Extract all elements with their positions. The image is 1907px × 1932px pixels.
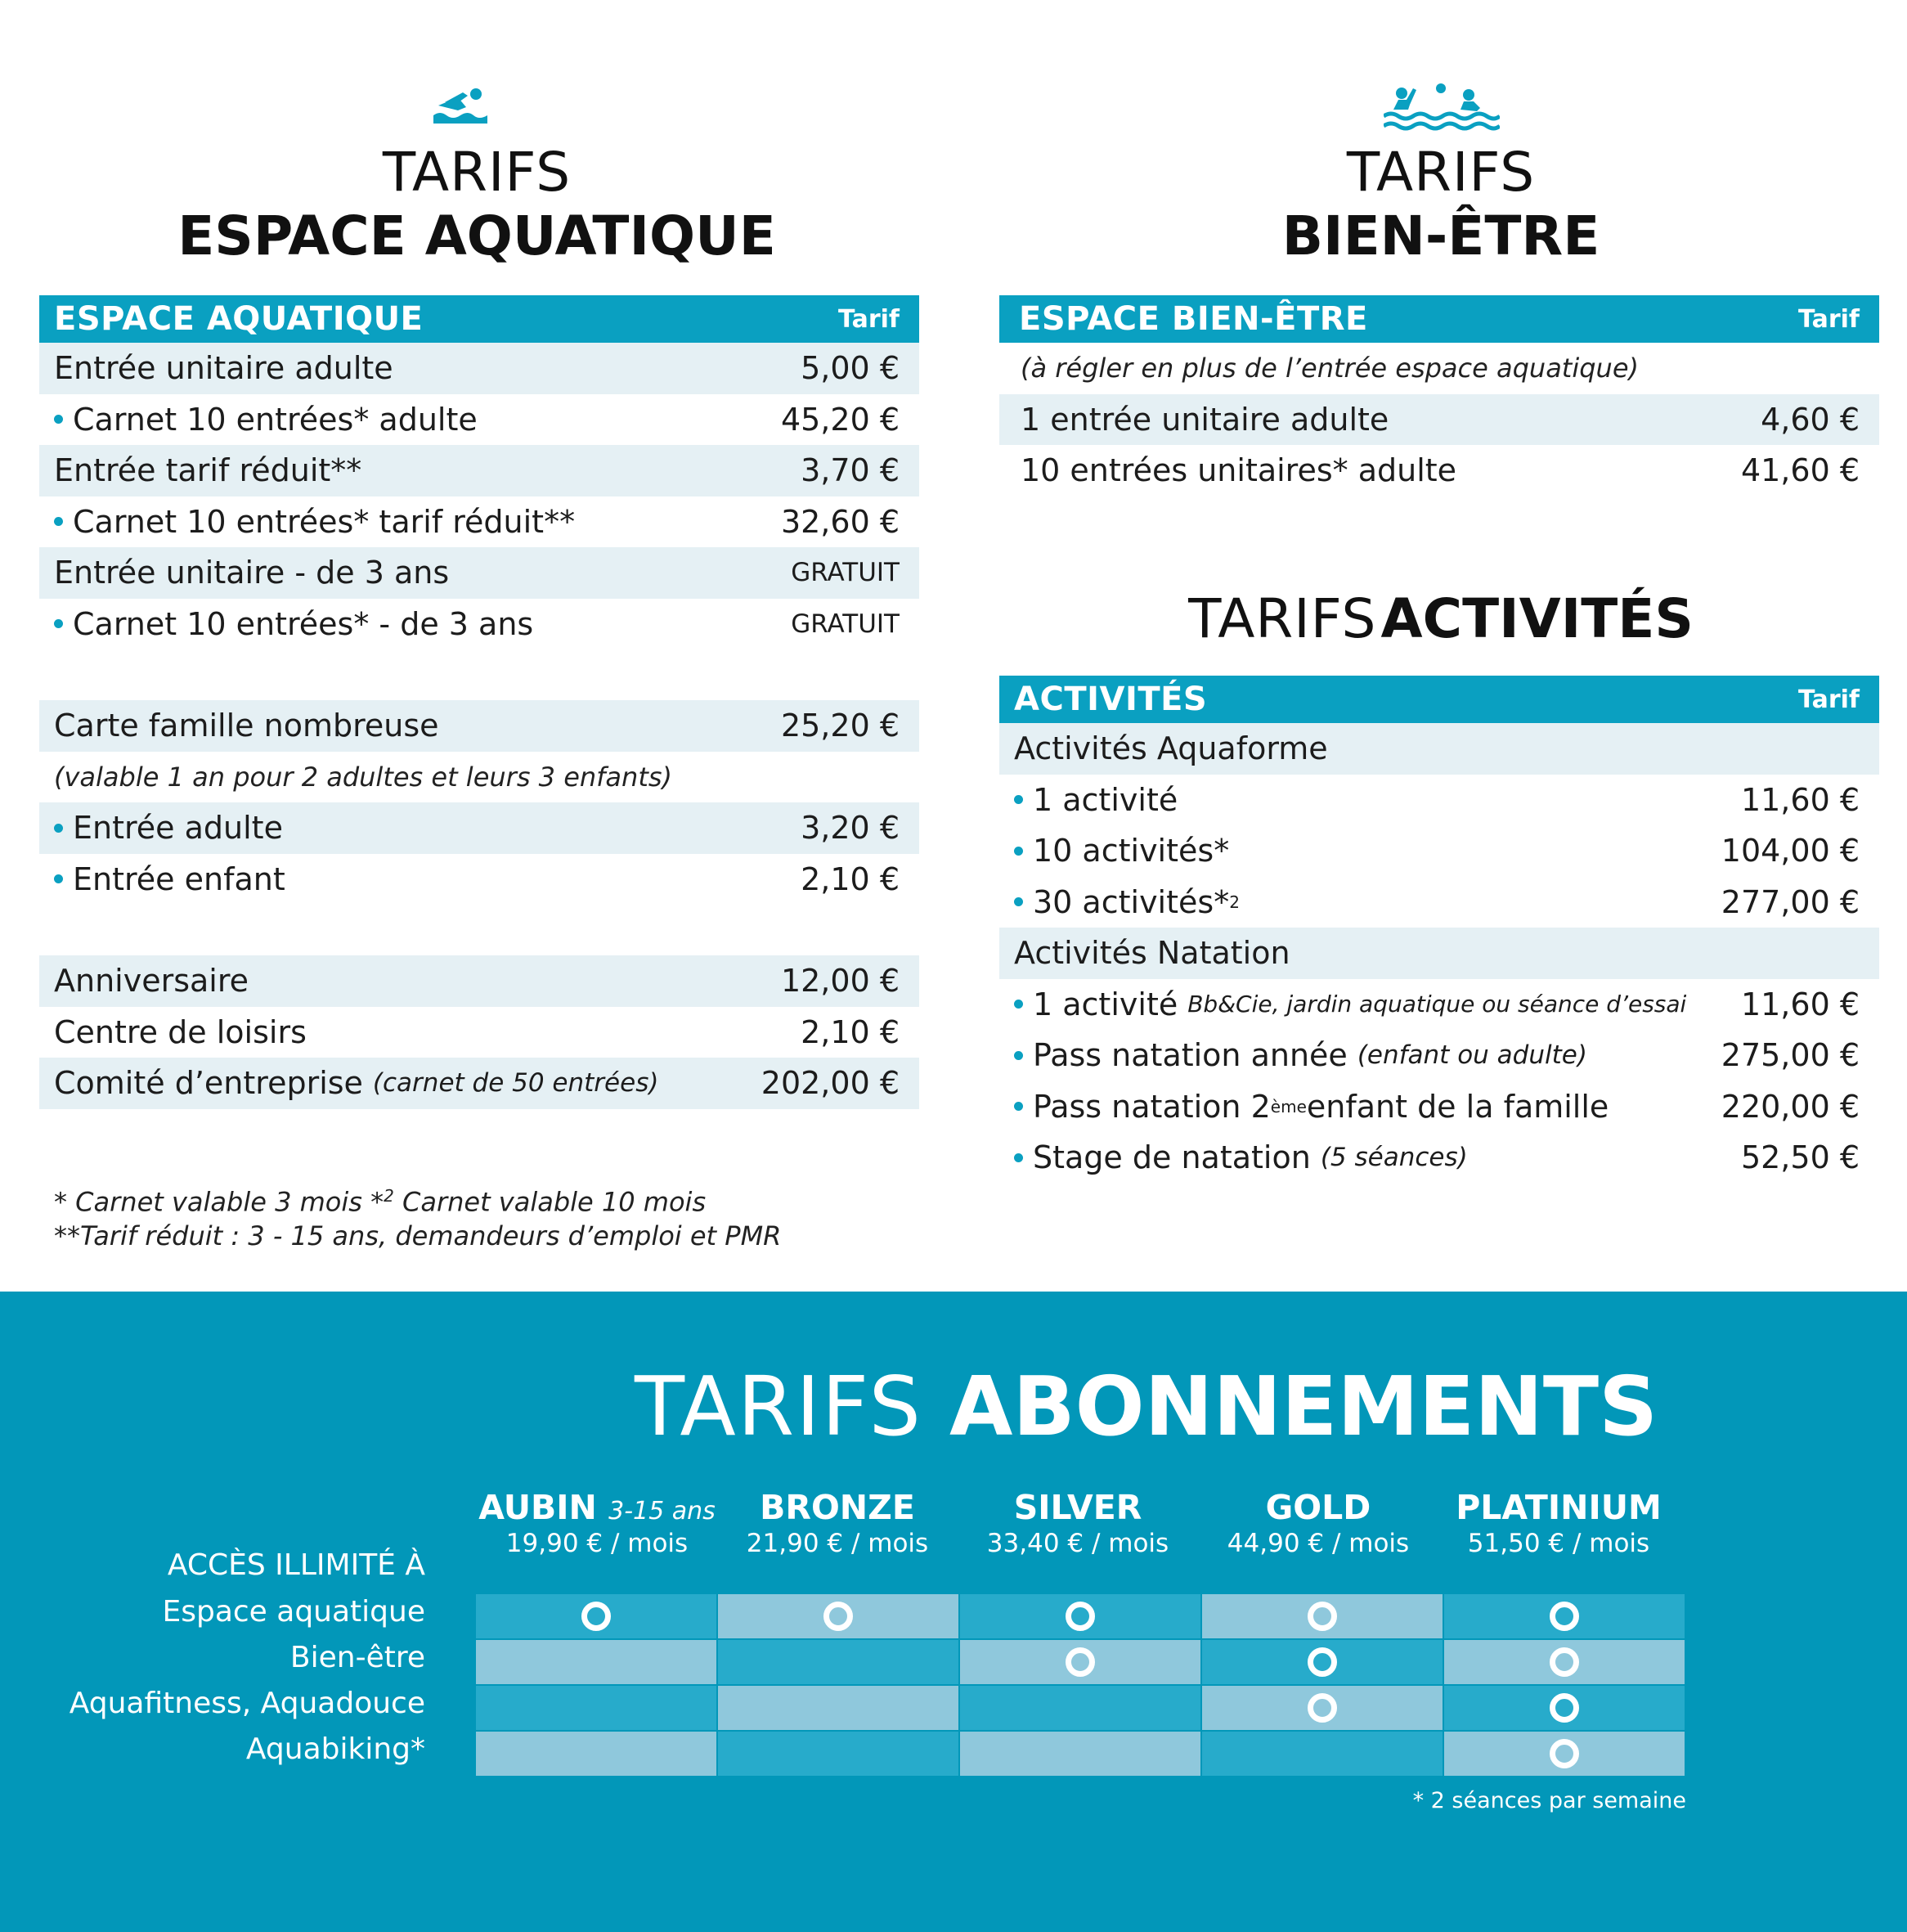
plan-header-gold [1200,1488,1437,1558]
access-cell [960,1594,1200,1638]
row-label: Entrée unitaire adulte [54,350,393,387]
access-cell [1202,1732,1443,1776]
plan-price: 51,50 € / mois [1467,1529,1650,1558]
bullet-icon [54,824,63,833]
row-sublabel: Bb&Cie, jardin aquatique ou séance d’essai [1187,991,1687,1018]
table-row [39,752,919,803]
plan-age: 3-15 ans [608,1497,716,1525]
row-price: 104,00 € [1721,833,1860,869]
aquatique-tarif-label: Tarif [838,304,900,334]
feature-label: Espace aquatique [162,1595,425,1629]
plan-name: PLATINIUM [1456,1488,1662,1527]
plan-header-platinium [1440,1488,1677,1558]
bienetre-title-light: TARIFS [1346,141,1536,204]
row-price: 25,20 € [780,708,900,744]
plan-header-silver [959,1488,1196,1558]
access-cell [476,1732,716,1776]
table-row [39,343,919,394]
row-label: Comité d’entreprise [54,1065,363,1102]
access-title: ACCÈS ILLIMITÉ À [167,1548,425,1582]
row-label: Entrée adulte [73,810,283,847]
access-cell [718,1594,958,1638]
activites-title-bold: ACTIVITÉS [1380,587,1694,650]
aquatique-table [39,295,919,1109]
included-circle-icon [581,1602,611,1631]
bullet-icon [1014,1000,1023,1009]
access-cell [1202,1594,1443,1638]
feature-label: Aquabiking* [245,1732,425,1766]
included-circle-icon [1308,1693,1337,1723]
access-cell [960,1732,1200,1776]
row-label: Stage de natation [1033,1139,1311,1176]
table-row [39,854,919,905]
activites-table-header [999,676,1879,723]
included-circle-icon [1550,1693,1579,1723]
row-price: 12,00 € [780,963,900,1000]
bullet-icon [1014,795,1023,804]
water-play-icon [1384,82,1500,133]
included-circle-icon [1550,1647,1579,1677]
included-circle-icon [1308,1602,1337,1631]
row-price: 45,20 € [780,401,900,438]
row-label: 1 entrée unitaire adulte [1021,401,1389,438]
row-label: Carnet 10 entrées* - de 3 ans [73,605,534,642]
table-row [999,979,1879,1031]
bullet-icon [54,517,63,526]
table-row [39,700,919,752]
row-price: 202,00 € [761,1065,900,1102]
row-label-end: enfant de la famille [1306,1088,1609,1125]
access-cell [1444,1732,1685,1776]
row-price: 220,00 € [1721,1088,1860,1125]
row-label: Entrée unitaire - de 3 ans [54,555,450,591]
table-row [39,599,919,650]
table-row [999,1030,1879,1081]
aquatique-table-header [39,295,919,343]
access-cell [1444,1640,1685,1684]
bienetre-tarif-label: Tarif [1798,304,1860,334]
aquatique-title-bold: ESPACE AQUATIQUE [177,204,776,267]
access-cell [1202,1640,1443,1684]
row-label: 1 activité [1033,781,1178,818]
included-circle-icon [1066,1647,1095,1677]
plan-price: 19,90 € / mois [505,1529,689,1558]
bienetre-header-label: ESPACE BIEN-ÊTRE [1019,300,1368,338]
included-circle-icon [1550,1602,1579,1631]
plan-price: 21,90 € / mois [746,1529,929,1558]
activites-tarif-label: Tarif [1798,685,1860,714]
included-circle-icon [1308,1647,1337,1677]
table-row [39,1058,919,1109]
row-price: 2,10 € [801,1013,900,1050]
row-sublabel: (carnet de 50 entrées) [372,1068,659,1099]
table-row [39,394,919,446]
row-label: 1 activité [1033,986,1178,1022]
table-row [999,1132,1879,1184]
bullet-icon [1014,847,1023,856]
row-price: 277,00 € [1721,883,1860,920]
feature-label: Bien-être [289,1641,425,1674]
abonnements-footnote: * 2 séances par semaine [1412,1788,1686,1813]
row-label: 10 entrées unitaires* adulte [1021,452,1457,489]
access-cell [1202,1686,1443,1730]
plan-name: SILVER [1013,1488,1142,1527]
bullet-icon [1014,1051,1023,1060]
access-cell [718,1640,958,1684]
row-price: 5,00 € [801,350,900,387]
activites-title [1001,587,1881,650]
bienetre-title-bold: BIEN-ÊTRE [1281,204,1600,267]
row-label: 30 activités* [1033,883,1230,920]
bullet-icon [54,874,63,883]
table-row [999,825,1879,877]
table-row [39,802,919,854]
abonnements-title-bold: ABONNEMENTS [949,1359,1658,1454]
bullet-icon [54,619,63,628]
swimmer-icon [433,86,487,124]
abonnements-section [0,1292,1907,1932]
table-row [999,877,1879,928]
plan-name: GOLD [1265,1488,1371,1527]
row-label: Entrée tarif réduit** [54,452,362,489]
group-label: Activités Aquaforme [1014,730,1328,767]
activites-title-light: TARIFS [1188,587,1377,650]
bullet-icon [54,415,63,424]
table-row [39,955,919,1007]
row-label: Carnet 10 entrées* tarif réduit** [73,503,576,540]
access-cell [476,1640,716,1684]
group-row [999,723,1879,775]
row-label: Entrée enfant [73,860,285,897]
included-circle-icon [1550,1739,1579,1768]
row-price: 4,60 € [1761,401,1860,438]
aquatique-title-light: TARIFS [382,141,572,204]
row-sup: ème [1270,1096,1307,1117]
aquatique-footnote-1 [54,1186,706,1218]
access-cell [960,1640,1200,1684]
group-row [999,928,1879,979]
bullet-icon [1014,1102,1023,1111]
plan-name: AUBIN [478,1488,597,1527]
row-note: (valable 1 an pour 2 adultes et leurs 3 enfants) [54,761,673,793]
footnote-sup: 2 [384,1186,394,1206]
access-cell [718,1732,958,1776]
feature-label: Aquafitness, Aquadouce [69,1687,425,1720]
row-label: Centre de loisirs [54,1013,307,1050]
row-sup: 2 [1229,892,1240,912]
bienetre-table-header [999,295,1879,343]
bullet-icon [1014,897,1023,906]
table-row [999,775,1879,826]
row-price: 52,50 € [1740,1139,1860,1176]
row-price: 32,60 € [780,503,900,540]
row-label: Carte famille nombreuse [54,708,439,744]
bullet-icon [1014,1153,1023,1162]
table-row [39,547,919,599]
row-sublabel: (enfant ou adulte) [1357,1040,1587,1071]
row-price: GRATUIT [791,558,900,588]
row-label: Pass natation année [1033,1037,1348,1074]
row-price: GRATUIT [791,609,900,639]
plan-price: 33,40 € / mois [986,1529,1169,1558]
access-cell [476,1686,716,1730]
aquatique-footnote-2: **Tarif réduit : 3 - 15 ans, demandeurs d’emploi et PMR [54,1220,782,1251]
plan-price: 44,90 € / mois [1227,1529,1410,1558]
row-price: 2,10 € [801,860,900,897]
row-price: 41,60 € [1740,452,1860,489]
group-label: Activités Natation [1014,935,1290,972]
row-price: 3,20 € [801,810,900,847]
bienetre-table [999,295,1879,496]
row-label: Anniversaire [54,963,249,1000]
activites-header-label: ACTIVITÉS [1014,681,1208,718]
access-cell [1444,1686,1685,1730]
row-label: Carnet 10 entrées* adulte [73,401,478,438]
included-circle-icon [823,1602,853,1631]
plan-header-aubin [478,1488,716,1558]
table-row [999,343,1879,394]
row-note: (à régler en plus de l’entrée espace aquatique) [1021,353,1639,384]
table-row [999,394,1879,446]
table-row [999,1081,1879,1133]
access-cell [718,1686,958,1730]
access-cell [960,1686,1200,1730]
access-cell [1444,1594,1685,1638]
table-row [999,445,1879,496]
included-circle-icon [1066,1602,1095,1631]
row-price: 3,70 € [801,452,900,489]
table-row [39,1007,919,1058]
footnote-text: * Carnet valable 3 mois * [54,1186,384,1218]
plan-header-bronze [719,1488,956,1558]
row-price: 11,60 € [1740,986,1860,1022]
aquatique-header-label: ESPACE AQUATIQUE [54,300,424,338]
activites-table [999,676,1879,1184]
table-row [39,445,919,496]
abonnements-title [635,1359,1658,1454]
table-row [39,496,919,548]
row-label: Pass natation 2 [1033,1088,1271,1125]
row-price: 11,60 € [1740,781,1860,818]
abonnements-title-light: TARIFS [635,1359,922,1454]
plan-name: BRONZE [760,1488,915,1527]
row-price: 275,00 € [1721,1037,1860,1074]
access-cell [476,1594,716,1638]
row-sublabel: (5 séances) [1320,1143,1468,1173]
footnote-text-end: Carnet valable 10 mois [393,1186,707,1218]
row-label: 10 activités* [1033,833,1230,869]
